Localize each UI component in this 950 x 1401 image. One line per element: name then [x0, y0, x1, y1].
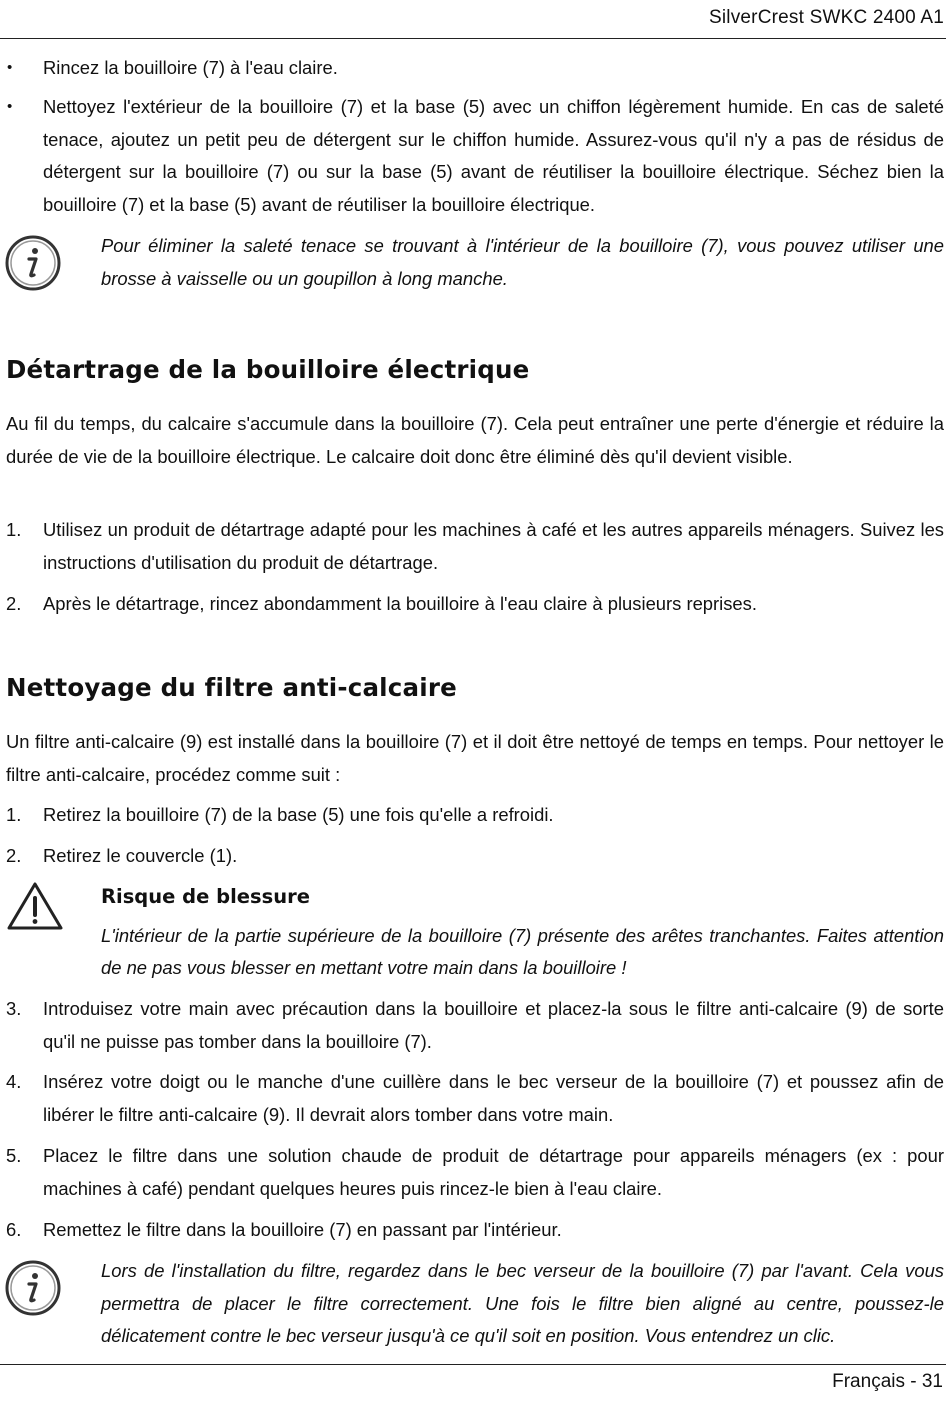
step-text: Insérez votre doigt ou le manche d'une cuillère dans le bec verseur de la bouilloire (7) et poussez afin de libérer le filtre anti-calcaire (9). Il devrait alors tomber dans votre main.	[43, 1071, 944, 1125]
info-note	[6, 1255, 944, 1353]
step-number: 2.	[6, 845, 22, 866]
list-item	[6, 1214, 944, 1247]
step-text: Retirez le couvercle (1).	[43, 845, 238, 866]
step-text: Remettez le filtre dans la bouilloire (7) en passant par l'intérieur.	[43, 1219, 562, 1240]
step-number: 4.	[6, 1071, 22, 1092]
info-icon	[4, 234, 62, 292]
list-item	[6, 840, 944, 873]
section-heading-descaling: Détartrage de la bouilloire électrique	[6, 355, 530, 384]
step-text: Utilisez un produit de détartrage adapté pour les machines à café et les autres appareils ménagers. Suivez les instructions d'utilisation du produit de détartrage.	[43, 519, 944, 573]
note-text: Pour éliminer la saleté tenace se trouvant à l'intérieur de la bouilloire (7), vous pouvez utiliser une brosse à vaisselle ou un goupillon à long manche.	[101, 235, 944, 289]
warning-note	[6, 881, 944, 985]
bullet-text: Rincez la bouilloire (7) à l'eau claire.	[43, 57, 338, 78]
descaling-intro: Au fil du temps, du calcaire s'accumule dans la bouilloire (7). Cela peut entraîner une perte d'énergie et réduire la durée de vie de la bouilloire électrique. Le calcaire doit donc être éliminé dès qu'il devient visible.	[6, 413, 944, 467]
bullet-item	[6, 91, 944, 221]
step-number: 1.	[6, 804, 22, 825]
step-text: Retirez la bouilloire (7) de la base (5) une fois qu'elle a refroidi.	[43, 804, 554, 825]
info-note	[6, 230, 944, 295]
step-text: Après le détartrage, rincez abondamment la bouilloire à l'eau claire à plusieurs reprises.	[43, 593, 757, 614]
list-item	[6, 993, 944, 1058]
header-rule	[0, 38, 946, 39]
step-text: Introduisez votre main avec précaution dans la bouilloire et placez-la sous le filtre anti-calcaire (9) de sorte qu'il ne puisse pas tomber dans la bouilloire (7).	[43, 998, 944, 1052]
header-title: SilverCrest SWKC 2400 A1	[709, 7, 944, 28]
bullet-text: Nettoyez l'extérieur de la bouilloire (7) et la base (5) avec un chiffon légèrement humide. En cas de saleté tenace, ajoutez un petit peu de détergent sur le chiffon humide. Assurez-vous qu'il n'y a pas de résidus de détergent sur la bouilloire (7) ou sur la base (5) avant de réutiliser la bouilloire électrique. Séchez bien la bouilloire (7) et la base (5) avant de réutiliser la bouilloire électrique.	[43, 96, 944, 215]
info-icon	[4, 1259, 62, 1317]
bullet-marker: •	[7, 59, 13, 76]
section-heading-filter: Nettoyage du filtre anti-calcaire	[6, 673, 457, 702]
list-item	[6, 799, 944, 832]
bullet-marker: •	[7, 98, 13, 115]
step-number: 2.	[6, 593, 22, 614]
warning-title: Risque de blessure	[101, 885, 310, 908]
warning-text: L'intérieur de la partie supérieure de la bouilloire (7) présente des arêtes tranchantes. Faites attention de ne pas vous blesser en mettant votre main dans la bouilloire !	[101, 924, 944, 978]
step-text: Placez le filtre dans une solution chaude de produit de détartrage pour appareils ménagers (ex : pour machines à café) pendant quelques heures puis rincez-le bien à l'eau claire.	[43, 1145, 944, 1199]
list-item	[6, 588, 944, 621]
list-item	[6, 514, 944, 579]
list-item	[6, 1140, 944, 1205]
note-text: Lors de l'installation du filtre, regardez dans le bec verseur de la bouilloire (7) par l'avant. Cela vous permettra de placer le filtre correctement. Une fois le filtre bien aligné au centre, poussez-le délicatement contre le bec verseur jusqu'à ce qu'il soit en position. Vous entendrez un clic.	[101, 1260, 944, 1346]
footer-rule	[0, 1364, 946, 1365]
step-number: 5.	[6, 1145, 22, 1166]
step-number: 6.	[6, 1219, 22, 1240]
warning-icon	[6, 881, 64, 931]
step-number: 3.	[6, 998, 22, 1019]
bullet-item	[6, 52, 944, 85]
page-number: Français - 31	[832, 1371, 943, 1392]
list-item	[6, 1066, 944, 1131]
step-number: 1.	[6, 519, 22, 540]
filter-intro: Un filtre anti-calcaire (9) est installé dans la bouilloire (7) et il doit être nettoyé de temps en temps. Pour nettoyer le filtre anti-calcaire, procédez comme suit :	[6, 731, 944, 785]
